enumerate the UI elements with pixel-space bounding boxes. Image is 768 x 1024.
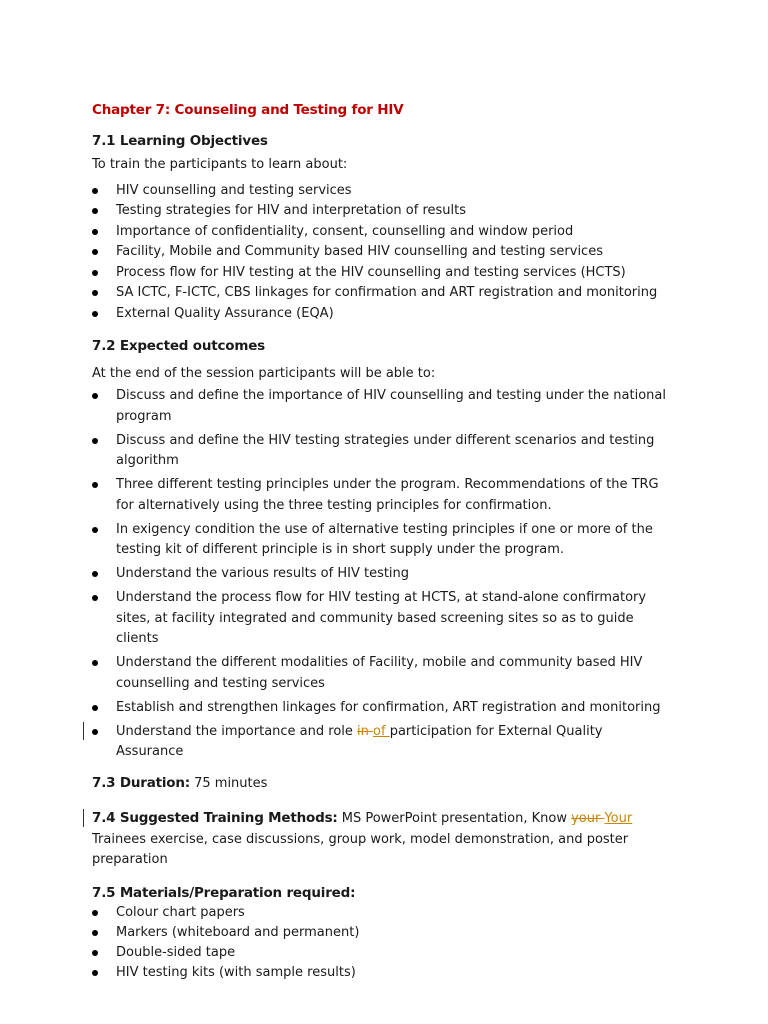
section-7-4 bbox=[92, 808, 672, 871]
list-item: Importance of confidentiality, consent, counselling and window period bbox=[92, 222, 672, 243]
section-7-2-intro: At the end of the session participants will be able to: bbox=[92, 365, 436, 381]
list-item: Understand the process flow for HIV testing at HCTS, at stand-alone confirmatory sites, at facility integrated and community based screening sites so as to guide clients bbox=[92, 588, 672, 650]
list-item: Establish and strengthen linkages for confirmation, ART registration and monitoring bbox=[92, 698, 672, 719]
list-item: External Quality Assurance (EQA) bbox=[92, 304, 672, 325]
text-segment: Trainees exercise, case discussions, group work, model demonstration, and poster preparation bbox=[92, 831, 629, 867]
list-item: Three different testing principles under the program. Recommendations of the TRG for alternatively using the three testing principles for confirmation. bbox=[92, 475, 672, 516]
deleted-text: your bbox=[571, 811, 605, 826]
list-item: Process flow for HIV testing at the HIV counselling and testing services (HCTS) bbox=[92, 263, 672, 284]
section-7-5-heading: 7.5 Materials/Preparation required: bbox=[92, 884, 356, 901]
list-item: Understand the different modalities of Facility, mobile and community based HIV counselling and testing services bbox=[92, 653, 672, 694]
chapter-title: Chapter 7: Counseling and Testing for HIV bbox=[92, 102, 404, 118]
list-item: Double-sided tape bbox=[92, 943, 672, 963]
list-item-tracked bbox=[92, 722, 672, 763]
inserted-text: of bbox=[373, 723, 390, 739]
list-item: Colour chart papers bbox=[92, 903, 672, 923]
change-bar bbox=[83, 722, 84, 740]
section-7-1-heading: 7.1 Learning Objectives bbox=[92, 132, 268, 149]
expected-outcomes-list bbox=[92, 386, 672, 763]
section-7-2-heading: 7.2 Expected outcomes bbox=[92, 338, 266, 354]
section-7-4-heading: 7.4 Suggested Training Methods: bbox=[92, 810, 338, 826]
duration-value: 75 minutes bbox=[189, 775, 268, 791]
list-item: Testing strategies for HIV and interpretation of results bbox=[92, 201, 672, 222]
deleted-text: in bbox=[357, 723, 374, 739]
learning-objectives-list bbox=[92, 181, 672, 325]
list-item: Understand the various results of HIV testing bbox=[92, 564, 672, 585]
text-segment: MS PowerPoint presentation, Know bbox=[337, 811, 572, 826]
list-item: HIV counselling and testing services bbox=[92, 181, 672, 202]
list-item: Markers (whiteboard and permanent) bbox=[92, 923, 672, 943]
list-item: SA ICTC, F-ICTC, CBS linkages for confirmation and ART registration and monitoring bbox=[92, 283, 672, 304]
section-7-3 bbox=[92, 773, 672, 795]
text-segment: Understand the importance and role bbox=[116, 723, 358, 739]
list-item: Discuss and define the importance of HIV counselling and testing under the national program bbox=[92, 386, 672, 427]
list-item: Facility, Mobile and Community based HIV counselling and testing services bbox=[92, 242, 672, 263]
materials-list bbox=[92, 903, 672, 983]
section-7-3-heading: 7.3 Duration: bbox=[92, 774, 190, 791]
document-page bbox=[92, 100, 672, 995]
text-segment: participation for External Quality Assurance bbox=[116, 723, 603, 759]
inserted-text: Your bbox=[604, 811, 633, 826]
list-item: HIV testing kits (with sample results) bbox=[92, 963, 672, 983]
list-item: Discuss and define the HIV testing strategies under different scenarios and testing algorithm bbox=[92, 431, 672, 472]
section-7-1-intro: To train the participants to learn about: bbox=[92, 157, 348, 172]
change-bar bbox=[83, 809, 84, 827]
list-item: In exigency condition the use of alternative testing principles if one or more of the testing kit of different principle is in short supply under the program. bbox=[92, 520, 672, 561]
